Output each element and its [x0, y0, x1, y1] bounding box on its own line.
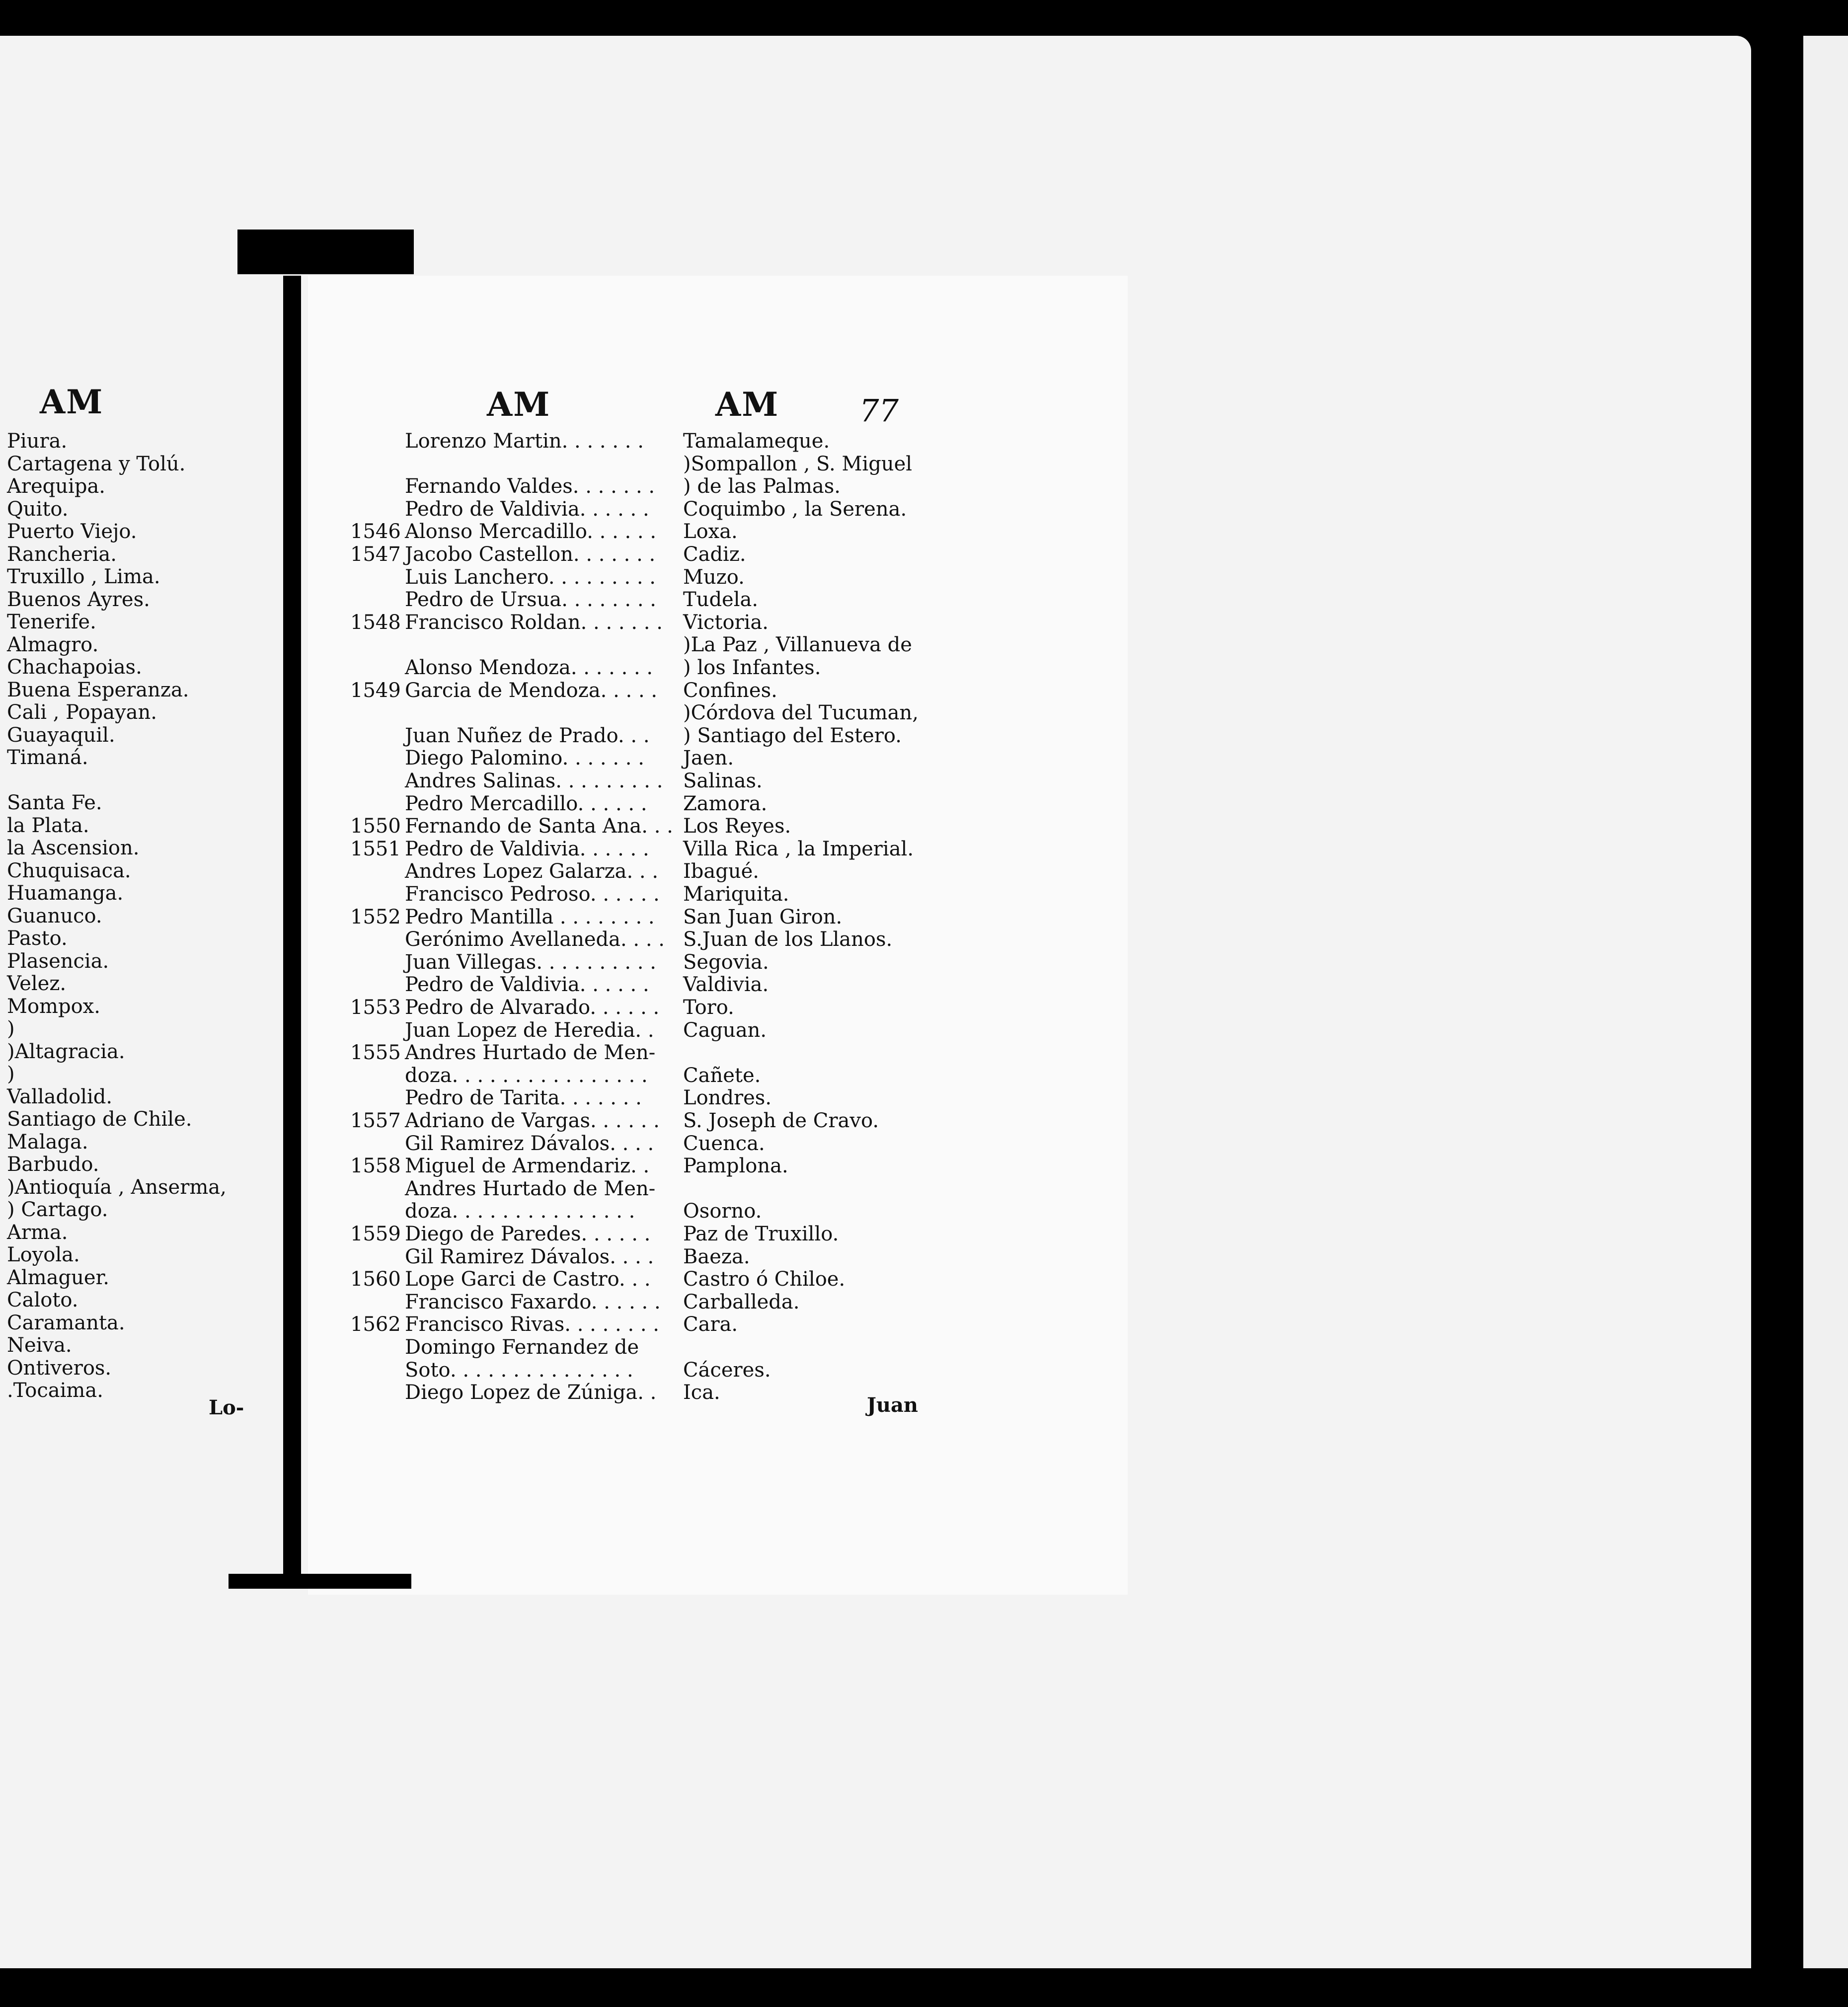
- next-sheet-edge: [1803, 36, 1848, 1968]
- left-place-entry: Neiva.: [7, 1334, 72, 1357]
- entry-founder: Pedro de Tarita. . . . . . .: [405, 1086, 642, 1110]
- left-place-entry: ): [7, 1017, 15, 1040]
- left-place-entry: Almaguer.: [7, 1266, 109, 1289]
- entry-founder: Juan Nuñez de Prado. . .: [405, 724, 650, 747]
- entry-founder: doza. . . . . . . . . . . . . . . .: [405, 1064, 648, 1087]
- entry-place: Confines.: [683, 679, 777, 702]
- entry-founder: Pedro de Alvarado. . . . . .: [405, 996, 660, 1019]
- entry-place: Cáceres.: [683, 1358, 771, 1382]
- entry-founder: Diego de Paredes. . . . . .: [405, 1223, 651, 1245]
- entry-year: 1550: [350, 815, 401, 838]
- left-place-entry: Valladolid.: [7, 1085, 113, 1108]
- entry-place: Mariquita.: [683, 883, 789, 906]
- left-place-entry: Almagro.: [7, 633, 99, 656]
- entry-place: S. Joseph de Cravo.: [683, 1109, 879, 1132]
- entry-founder: Soto. . . . . . . . . . . . . . .: [405, 1358, 633, 1382]
- left-place-entry: Santiago de Chile.: [7, 1108, 192, 1131]
- left-place-entry: Pasto.: [7, 927, 68, 950]
- entry-place: Cuenca.: [683, 1132, 765, 1155]
- left-place-entry: Buenos Ayres.: [7, 588, 150, 611]
- entry-founder: Alonso Mendoza. . . . . . .: [405, 656, 653, 679]
- entry-place: Paz de Truxillo.: [683, 1223, 839, 1245]
- entry-founder: Pedro de Ursua. . . . . . . .: [405, 588, 656, 612]
- left-place-entry: Cali , Popayan.: [7, 701, 157, 724]
- left-place-entry: Velez.: [7, 972, 67, 995]
- left-place-entry: Malaga.: [7, 1130, 88, 1154]
- left-place-entry: Rancheria.: [7, 542, 117, 566]
- entry-founder: Diego Lopez de Zúniga. .: [405, 1381, 657, 1404]
- left-place-entry: Timaná.: [7, 746, 88, 769]
- entry-founder: Alonso Mercadillo. . . . . .: [405, 520, 657, 543]
- entry-founder: Luis Lanchero. . . . . . . . .: [405, 565, 656, 589]
- entry-year: 1547: [350, 543, 401, 566]
- left-place-entry: Puerto Viejo.: [7, 520, 137, 543]
- left-place-entry: Mompox.: [7, 995, 100, 1018]
- left-place-entry: Chuquisaca.: [7, 859, 131, 882]
- left-place-entry: Truxillo , Lima.: [7, 565, 160, 588]
- entry-place: Toro.: [683, 996, 734, 1019]
- entry-place: Osorno.: [683, 1200, 762, 1223]
- right-page-catchword: Juan: [867, 1393, 919, 1417]
- entry-founder: Andres Hurtado de Men-: [405, 1177, 656, 1200]
- entry-founder: Pedro de Valdivia. . . . . .: [405, 497, 649, 521]
- entry-place: Los Reyes.: [683, 815, 791, 838]
- left-place-entry: .Tocaima.: [7, 1379, 103, 1402]
- entry-founder: Francisco Roldan. . . . . . .: [405, 611, 663, 634]
- entry-founder: Juan Lopez de Heredia. .: [405, 1018, 654, 1042]
- entry-place: Muzo.: [683, 565, 745, 589]
- entry-founder: Jacobo Castellon. . . . . . .: [405, 543, 656, 566]
- entry-place: Loxa.: [683, 520, 738, 543]
- left-place-entry: Cartagena y Tolú.: [7, 452, 186, 475]
- entry-place: Ica.: [683, 1381, 720, 1404]
- entry-place: Pamplona.: [683, 1155, 788, 1178]
- entry-place: Coquimbo , la Serena.: [683, 497, 907, 521]
- entry-place: Caguan.: [683, 1018, 767, 1042]
- left-place-entry: Caloto.: [7, 1289, 78, 1312]
- entry-place: Tamalameque.: [683, 430, 830, 453]
- entry-founder: Andres Lopez Galarza. . .: [405, 860, 659, 883]
- entry-founder: Pedro Mercadillo. . . . . .: [405, 792, 647, 815]
- entry-founder: Domingo Fernandez de: [405, 1336, 639, 1359]
- entry-year: 1562: [350, 1313, 401, 1336]
- entry-founder: Pedro de Valdivia. . . . . .: [405, 837, 649, 860]
- entry-place: Cadiz.: [683, 543, 746, 566]
- left-place-entry: Piura.: [7, 430, 68, 453]
- entry-place: )La Paz , Villanueva de: [683, 633, 912, 657]
- left-place-entry: )Antioquía , Anserma,: [7, 1175, 227, 1199]
- left-place-entry: Plasencia.: [7, 949, 109, 973]
- entry-founder: Fernando Valdes. . . . . . .: [405, 475, 655, 498]
- entry-place: )Córdova del Tucuman,: [683, 701, 919, 725]
- left-place-entry: Loyola.: [7, 1243, 80, 1266]
- clip-bar-stem: [283, 276, 301, 1582]
- entry-founder: Francisco Pedroso. . . . . .: [405, 883, 660, 906]
- entry-founder: Garcia de Mendoza. . . . .: [405, 679, 658, 702]
- entry-founder: Lope Garci de Castro. . .: [405, 1268, 651, 1291]
- entry-year: 1551: [350, 837, 401, 860]
- entry-year: 1549: [350, 679, 401, 702]
- entry-place: )Sompallon , S. Miguel: [683, 452, 913, 475]
- entry-founder: Diego Palomino. . . . . . .: [405, 747, 644, 770]
- entry-place: Carballeda.: [683, 1290, 800, 1313]
- entry-place: Segovia.: [683, 950, 769, 974]
- left-place-entry: ): [7, 1063, 15, 1085]
- clip-bar-top: [237, 230, 414, 274]
- left-place-entry: Arma.: [7, 1221, 68, 1244]
- entry-founder: Francisco Faxardo. . . . . .: [405, 1290, 661, 1313]
- entry-founder: Juan Villegas. . . . . . . . . .: [405, 950, 656, 974]
- left-place-entry: Chachapoias.: [7, 656, 142, 679]
- entry-founder: Lorenzo Martin. . . . . . .: [405, 430, 644, 453]
- entry-year: 1558: [350, 1155, 401, 1178]
- entry-founder: Gerónimo Avellaneda. . . .: [405, 928, 665, 951]
- left-place-entry: Buena Esperanza.: [7, 678, 189, 701]
- left-place-entry: Caramanta.: [7, 1311, 125, 1334]
- entry-year: 1546: [350, 520, 401, 543]
- entry-year: 1560: [350, 1268, 401, 1291]
- entry-place: Victoria.: [683, 611, 769, 634]
- left-place-entry: Arequipa.: [7, 475, 106, 498]
- left-place-entry: Guanuco.: [7, 904, 102, 927]
- entry-year: 1548: [350, 611, 401, 634]
- left-page-header: AM: [40, 383, 104, 421]
- left-place-entry: Quito.: [7, 497, 69, 521]
- entry-place: Salinas.: [683, 770, 763, 792]
- entry-year: 1553: [350, 996, 401, 1019]
- entry-place: Cara.: [683, 1313, 738, 1336]
- entry-founder: Gil Ramirez Dávalos. . . .: [405, 1132, 654, 1155]
- entry-place: Tudela.: [683, 588, 759, 612]
- entry-founder: Andres Salinas. . . . . . . . .: [405, 770, 663, 792]
- entry-founder: Gil Ramirez Dávalos. . . .: [405, 1245, 654, 1268]
- entry-year: 1557: [350, 1109, 401, 1132]
- left-place-entry: Guayaquil.: [7, 723, 115, 747]
- page-number: 77: [859, 392, 899, 429]
- entry-place: ) los Infantes.: [683, 656, 821, 679]
- left-place-entry: Huamanga.: [7, 882, 124, 905]
- entry-place: Villa Rica , la Imperial.: [683, 837, 914, 860]
- entry-founder: doza. . . . . . . . . . . . . . .: [405, 1200, 635, 1223]
- entry-founder: Miguel de Armendariz. .: [405, 1155, 650, 1178]
- entry-place: S.Juan de los Llanos.: [683, 928, 893, 951]
- entry-year: 1559: [350, 1223, 401, 1245]
- entry-place: Valdivia.: [683, 973, 769, 997]
- right-page-header-right: AM: [715, 385, 779, 424]
- right-page-header-left: AM: [487, 385, 551, 424]
- left-place-entry: la Ascension.: [7, 837, 140, 859]
- left-place-entry: Barbudo.: [7, 1153, 99, 1176]
- left-place-entry: Santa Fe.: [7, 791, 102, 814]
- entry-year: 1555: [350, 1041, 401, 1065]
- entry-year: 1552: [350, 905, 401, 928]
- clip-bar-bottom: [229, 1574, 411, 1589]
- entry-place: ) Santiago del Estero.: [683, 724, 902, 747]
- left-place-entry: ) Cartago.: [7, 1198, 108, 1221]
- entry-place: Baeza.: [683, 1245, 750, 1268]
- entry-place: San Juan Giron.: [683, 905, 843, 928]
- entry-place: Castro ó Chiloe.: [683, 1268, 846, 1291]
- entry-founder: Pedro Mantilla . . . . . . . .: [405, 905, 655, 928]
- entry-founder: Andres Hurtado de Men-: [405, 1041, 656, 1065]
- left-place-entry: Ontiveros.: [7, 1356, 112, 1380]
- entry-place: Londres.: [683, 1086, 772, 1110]
- entry-place: ) de las Palmas.: [683, 475, 841, 498]
- left-place-entry: Tenerife.: [7, 611, 96, 633]
- entry-place: Zamora.: [683, 792, 768, 815]
- entry-founder: Adriano de Vargas. . . . . .: [405, 1109, 660, 1132]
- entry-place: Ibagué.: [683, 860, 760, 883]
- left-place-entry: la Plata.: [7, 814, 89, 837]
- left-page-catchword: Lo-: [209, 1396, 244, 1419]
- entry-founder: Pedro de Valdivia. . . . . .: [405, 973, 649, 997]
- entry-founder: Fernando de Santa Ana. . .: [405, 815, 673, 838]
- entry-place: Jaen.: [683, 747, 734, 770]
- entry-founder: Francisco Rivas. . . . . . . .: [405, 1313, 660, 1336]
- left-place-entry: )Altagracia.: [7, 1040, 125, 1063]
- entry-place: Cañete.: [683, 1064, 761, 1087]
